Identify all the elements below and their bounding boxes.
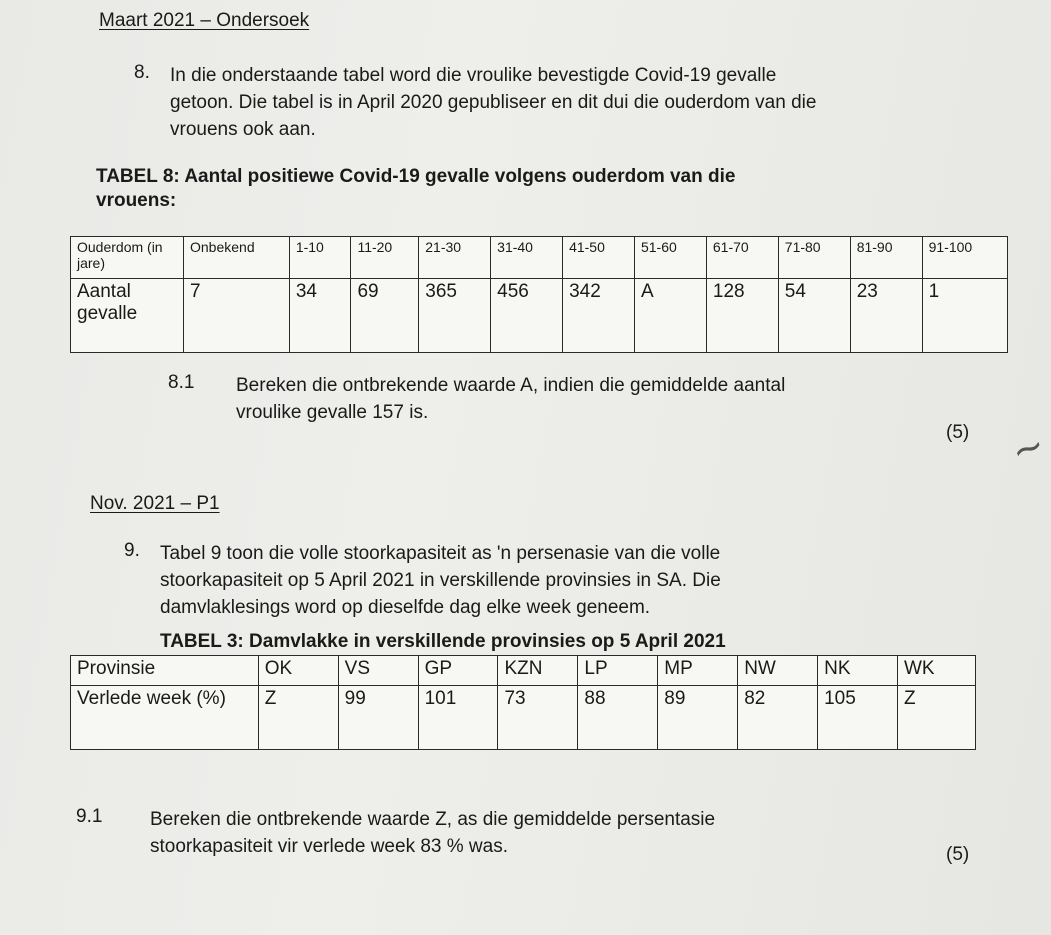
- table-3-value-row: [71, 686, 976, 750]
- table-column-header: LP: [578, 656, 658, 686]
- table-3-caption: TABEL 3: Damvlakke in verskillende provinsies op 5 April 2021: [160, 631, 726, 652]
- table-8-caption-line: vrouens:: [96, 190, 177, 211]
- margin-mark: ~: [1005, 421, 1051, 475]
- table-column-header: WK: [898, 656, 976, 686]
- table-cell: 54: [778, 279, 850, 353]
- table-column-header: 91-100: [922, 237, 1007, 279]
- table-column-header: 81-90: [850, 237, 922, 279]
- section-heading-march-2021: Maart 2021 – Ondersoek: [99, 10, 310, 31]
- subquestion-8-1-text: [236, 372, 956, 426]
- table-column-header: KZN: [498, 656, 578, 686]
- table-column-header: 41-50: [563, 237, 635, 279]
- table-column-header: OK: [258, 656, 338, 686]
- table-row-label: Aantal gevalle: [71, 279, 184, 353]
- question-8-text: [170, 62, 1000, 143]
- question-9-text: [160, 540, 920, 621]
- table-cell: 34: [289, 279, 351, 353]
- table-column-header: MP: [658, 656, 738, 686]
- subquestion-9-1-line: stoorkapasiteit vir verlede week 83 % was.: [150, 836, 508, 857]
- table-column-header: 61-70: [706, 237, 778, 279]
- table-column-header: 51-60: [634, 237, 706, 279]
- table-column-header: 21-30: [419, 237, 491, 279]
- question-9-line: Tabel 9 toon die volle stoorkapasiteit as 'n persenasie van die volle: [160, 543, 721, 564]
- table-cell: 82: [738, 686, 818, 750]
- subquestion-8-1-line: Bereken die ontbrekende waarde A, indien die gemiddelde aantal: [236, 375, 786, 396]
- table-cell: 1: [922, 279, 1007, 353]
- marks-9-1: (5): [946, 844, 970, 865]
- subquestion-number-8-1: 8.1: [168, 372, 195, 393]
- subquestion-9-1-text: [150, 806, 910, 860]
- table-8-caption-line: TABEL 8: Aantal positiewe Covid-19 gevalle volgens ouderdom van die: [96, 166, 736, 187]
- question-8-line: vrouens ook aan.: [170, 119, 316, 140]
- table-header-label: Ouderdom (in jare): [71, 237, 184, 279]
- table-3: [70, 655, 976, 750]
- table-8-header-row: [71, 237, 1008, 279]
- table-cell: 89: [658, 686, 738, 750]
- question-number-9: 9.: [124, 540, 140, 561]
- table-cell: Z: [258, 686, 338, 750]
- table-8: [70, 236, 1008, 353]
- table-column-header: 71-80: [778, 237, 850, 279]
- table-cell: 128: [706, 279, 778, 353]
- table-cell: 456: [491, 279, 563, 353]
- table-3-header-row: [71, 656, 976, 686]
- table-cell: A: [634, 279, 706, 353]
- table-header-label: Provinsie: [71, 656, 259, 686]
- marks-8-1: (5): [946, 422, 970, 443]
- table-8-value-row: [71, 279, 1008, 353]
- subquestion-8-1-line: vroulike gevalle 157 is.: [236, 402, 429, 423]
- table-cell: 7: [184, 279, 290, 353]
- table-column-header: NW: [738, 656, 818, 686]
- subquestion-9-1-line: Bereken die ontbrekende waarde Z, as die gemiddelde persentasie: [150, 809, 716, 830]
- question-9-line: damvlaklesings word op dieselfde dag elke week geneem.: [160, 597, 651, 618]
- table-cell: 342: [563, 279, 635, 353]
- question-number-8: 8.: [134, 62, 150, 83]
- table-cell: 88: [578, 686, 658, 750]
- table-8-caption: [96, 165, 956, 213]
- question-8-line: In die onderstaande tabel word die vroulike bevestigde Covid-19 gevalle: [170, 65, 777, 86]
- table-column-header: GP: [418, 656, 498, 686]
- table-column-header: NK: [818, 656, 898, 686]
- table-row-label: Verlede week (%): [71, 686, 259, 750]
- table-cell: 365: [419, 279, 491, 353]
- question-8-line: getoon. Die tabel is in April 2020 gepubliseer en dit dui die ouderdom van die: [170, 92, 817, 113]
- table-cell: 69: [351, 279, 419, 353]
- question-9-line: stoorkapasiteit op 5 April 2021 in verskillende provinsies in SA. Die: [160, 570, 721, 591]
- table-column-header: Onbekend: [184, 237, 290, 279]
- table-cell: 23: [850, 279, 922, 353]
- table-column-header: 31-40: [491, 237, 563, 279]
- table-cell: 101: [418, 686, 498, 750]
- table-column-header: 1-10: [289, 237, 351, 279]
- table-cell: 99: [338, 686, 418, 750]
- table-column-header: 11-20: [351, 237, 419, 279]
- table-cell: 105: [818, 686, 898, 750]
- subquestion-number-9-1: 9.1: [76, 806, 103, 827]
- table-cell: Z: [898, 686, 976, 750]
- table-cell: 73: [498, 686, 578, 750]
- table-column-header: VS: [338, 656, 418, 686]
- section-heading-nov-2021: Nov. 2021 – P1: [90, 493, 220, 514]
